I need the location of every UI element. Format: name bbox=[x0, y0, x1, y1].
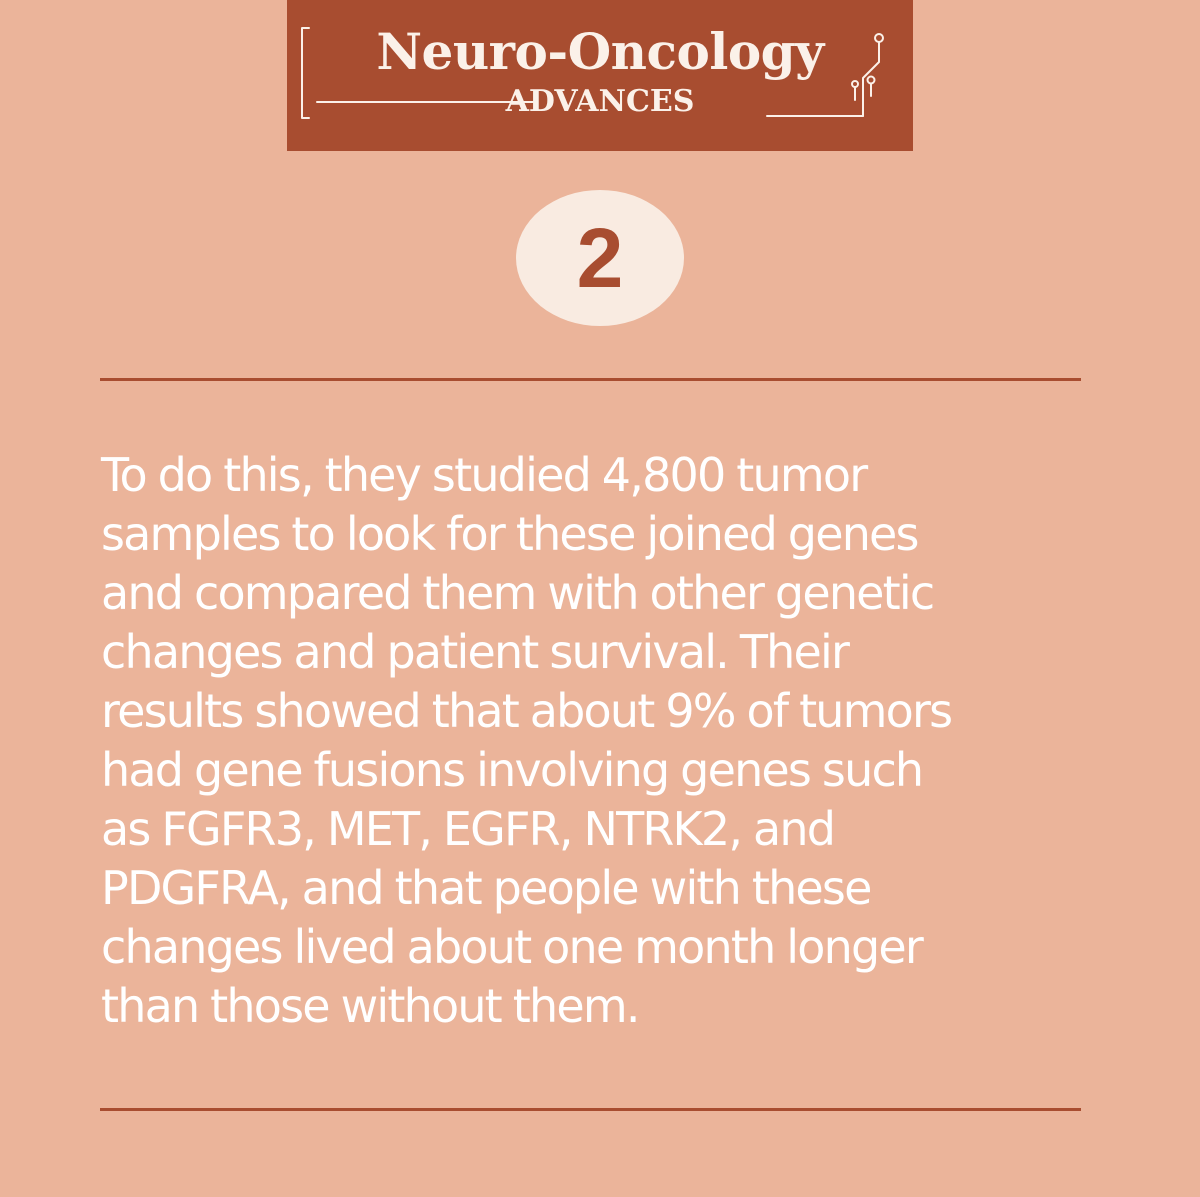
bottom-divider bbox=[100, 1108, 1081, 1111]
top-divider bbox=[100, 378, 1081, 381]
journal-subtitle: ADVANCES bbox=[505, 84, 695, 119]
journal-title: Neuro-Oncology bbox=[376, 22, 824, 81]
slide-number: 2 bbox=[576, 211, 624, 305]
slide-number-badge bbox=[516, 190, 684, 326]
body-paragraph: To do this, they studied 4,800 tumor samples to look for these joined genes and compared them with other genetic changes and patient survival. Their results showed that about 9% of tumors had gene fusions involving genes such as FGFR3, MET, EGFR, NTRK2, and PDGFRA, and that people with these changes lived about one month longer than those without them. bbox=[101, 448, 952, 1033]
journal-logo-banner bbox=[287, 0, 913, 151]
